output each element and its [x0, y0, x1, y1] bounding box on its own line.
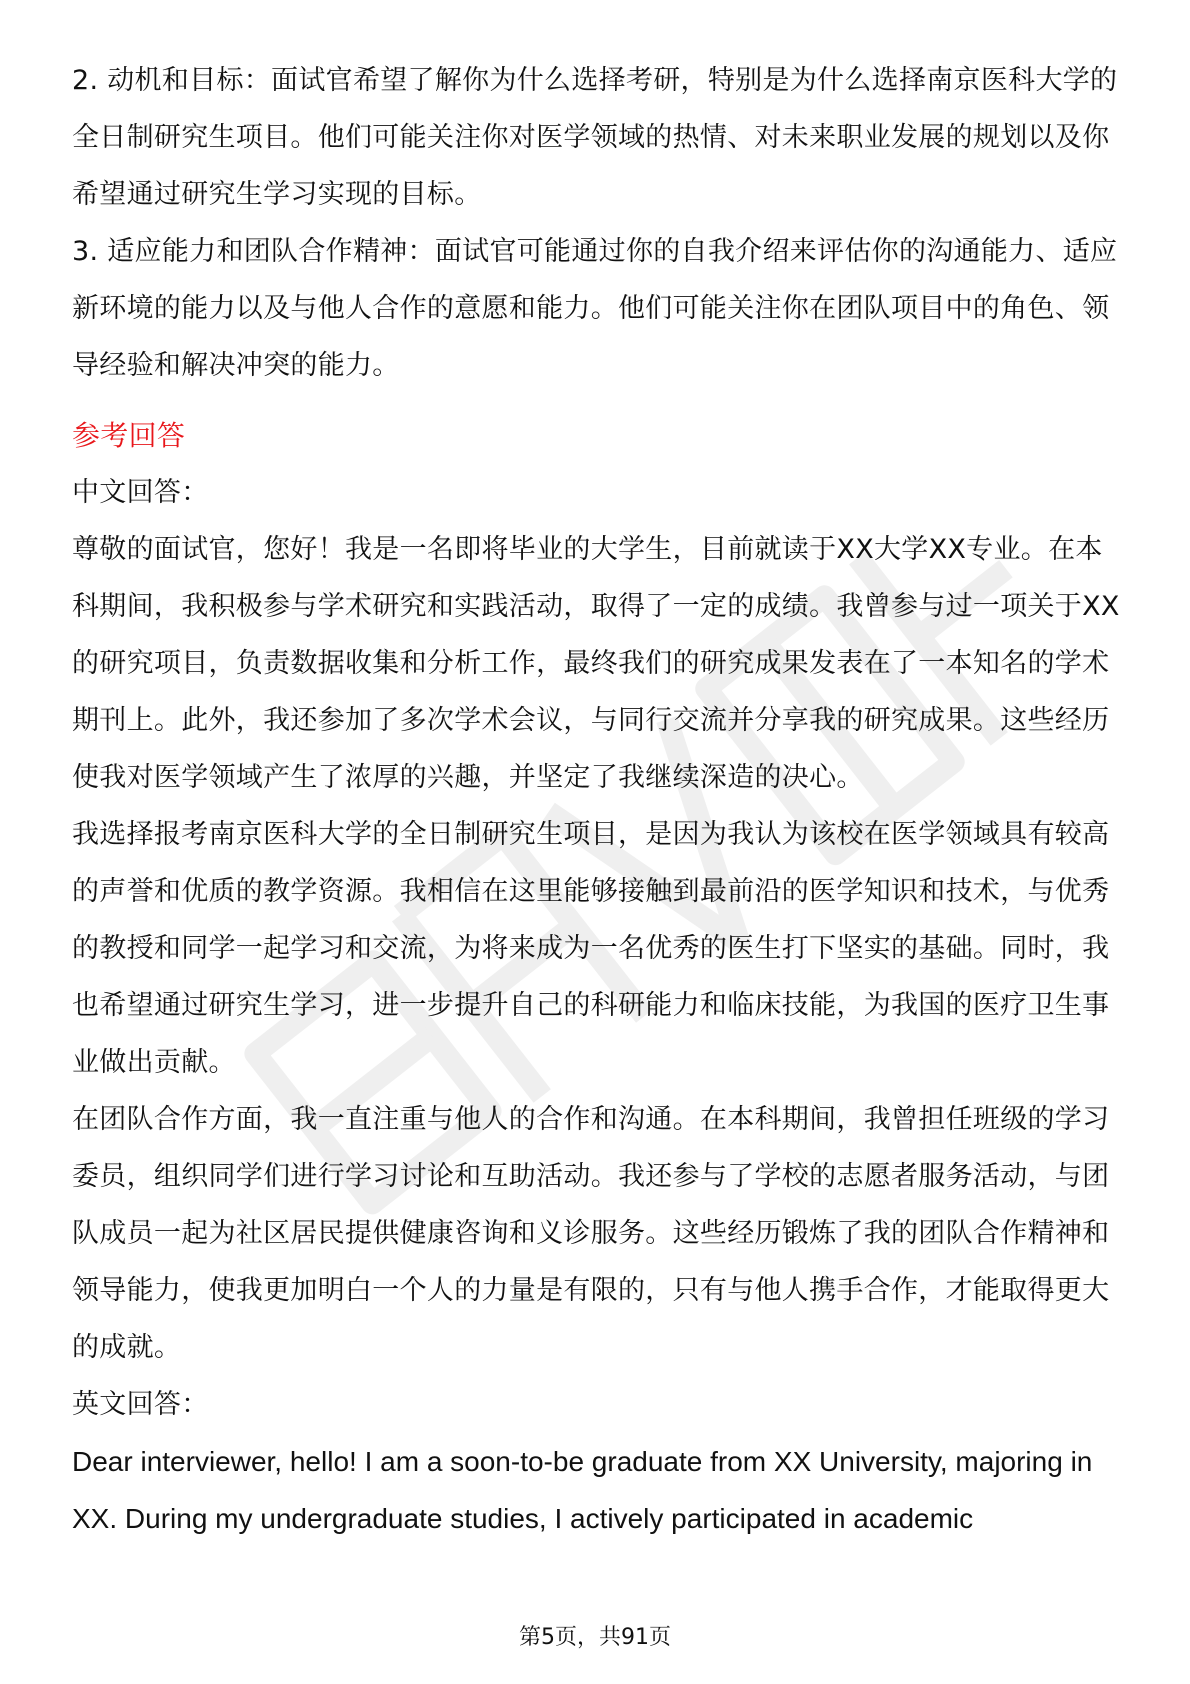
document-body: [72, 52, 1122, 1547]
english-answer-label: 英文回答：: [72, 1389, 209, 1420]
chinese-paragraph: 尊敬的面试官，您好！我是一名即将毕业的大学生，目前就读于XX大学XX专业。在本科期间，我积极参与学术研究和实践活动，取得了一定的成绩。我曾参与过一项关于XX的研究项目，负责数据收集和分析工作，最终我们的研究成果发表在了一本知名的学术期刊上。此外，我还参加了多次学术会议，与同行交流并分享我的研究成果。这些经历使我对医学领域产生了浓厚的兴趣，并坚定了我继续深造的决心。: [72, 534, 1120, 793]
paragraph-motivation: 2. 动机和目标：面试官希望了解你为什么选择考研，特别是为什么选择南京医科大学的全日制研究生项目。他们可能关注你对医学领域的热情、对未来职业发展的规划以及你希望通过研究生学习实现的目标。: [72, 65, 1118, 210]
paragraph-adaptability: 3. 适应能力和团队合作精神：面试官可能通过你的自我介绍来评估你的沟通能力、适应新环境的能力以及与他人合作的意愿和能力。他们可能关注你在团队项目中的角色、领导经验和解决冲突的能力。: [72, 236, 1118, 381]
chinese-paragraph: 在团队合作方面，我一直注重与他人的合作和沟通。在本科期间，我曾担任班级的学习委员，组织同学们进行学习讨论和互助活动。我还参与了学校的志愿者服务活动，与团队成员一起为社区居民提供健康咨询和义诊服务。这些经历锻炼了我的团队合作精神和领导能力，使我更加明白一个人的力量是有限的，只有与他人携手合作，才能取得更大的成就。: [72, 1104, 1110, 1363]
section-heading: 参考回答: [72, 419, 186, 452]
page-number-footer: 第5页，共91页: [519, 1625, 671, 1650]
chinese-paragraph: 我选择报考南京医科大学的全日制研究生项目，是因为我认为该校在医学领域具有较高的声誉和优质的教学资源。我相信在这里能够接触到最前沿的医学知识和技术，与优秀的教授和同学一起学习和交流，为将来成为一名优秀的医生打下坚实的基础。同时，我也希望通过研究生学习，进一步提升自己的科研能力和临床技能，为我国的医疗卫生事业做出贡献。: [72, 819, 1110, 1078]
english-paragraph: Dear interviewer, hello! I am a soon-to-be graduate from XX University, majoring in XX. During my undergraduate studies, I actively participated in academic: [72, 1446, 1093, 1534]
chinese-answer-label: 中文回答：: [72, 477, 209, 508]
